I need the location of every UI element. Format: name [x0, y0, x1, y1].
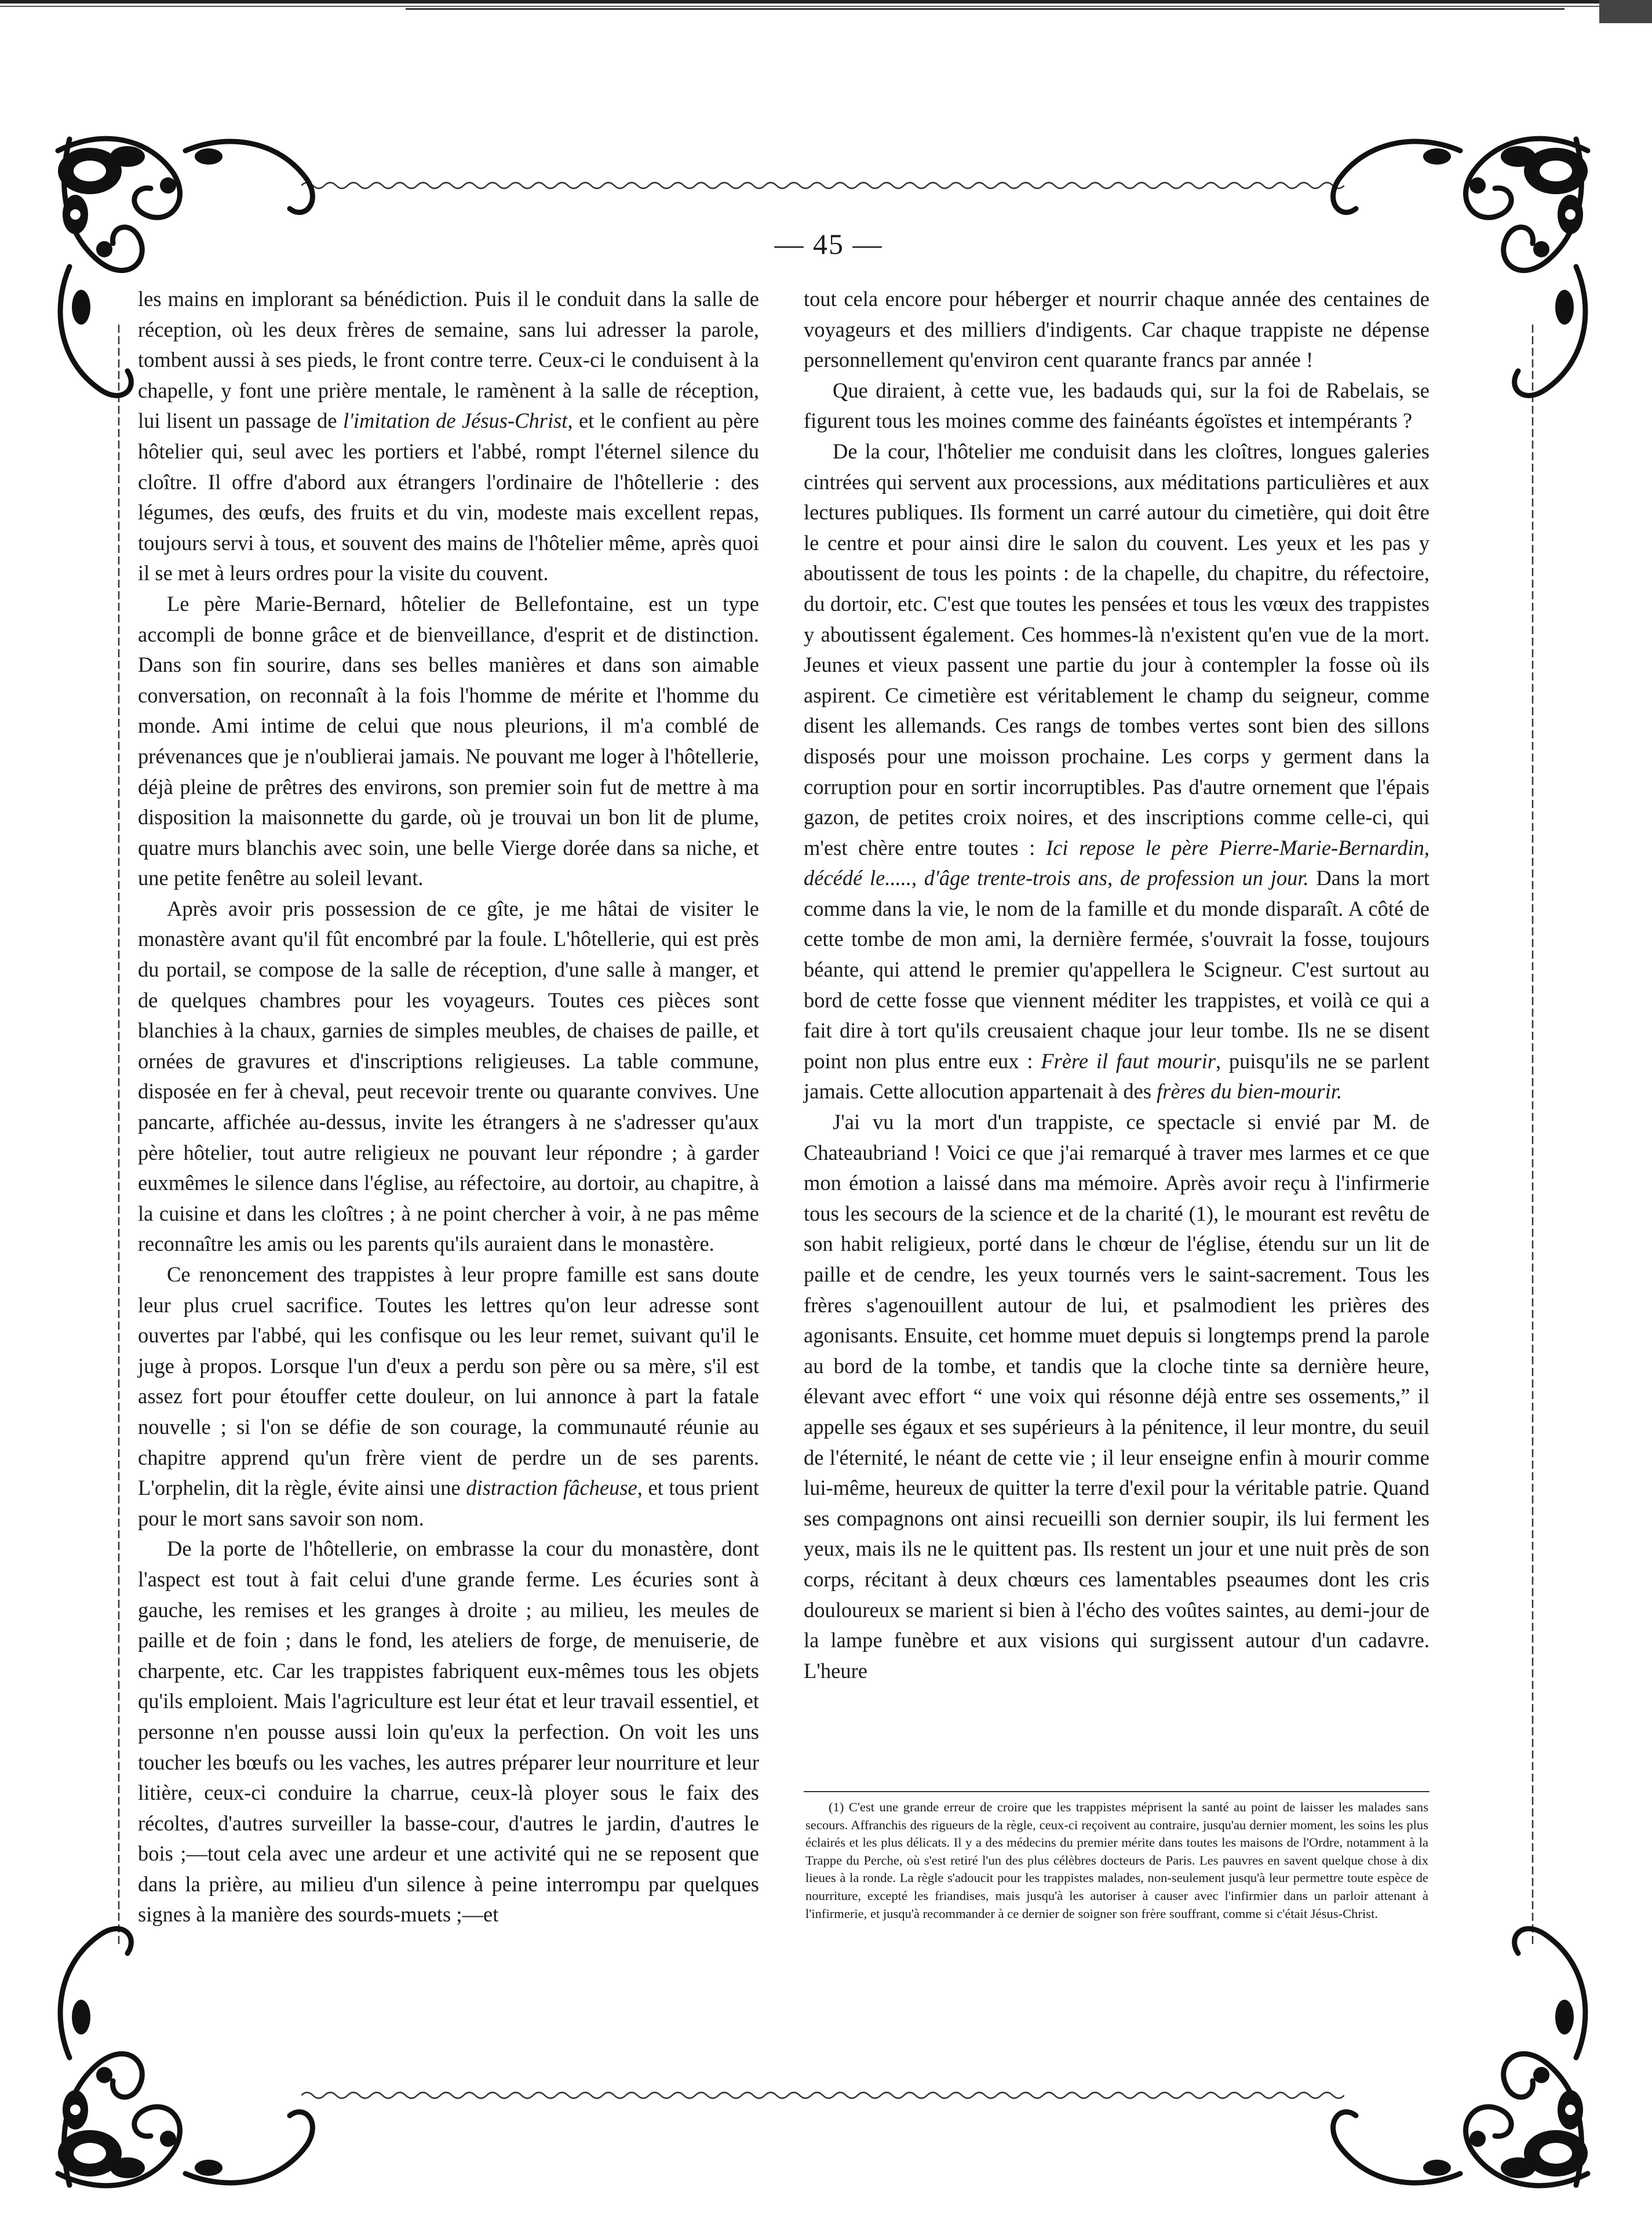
bottom-border-line: [301, 2087, 1344, 2104]
paragraph: Le père Marie-Bernard, hôtelier de Bellefontaine, est un type accompli de bonne grâce et de bienveillance, d'esprit et de distinction. Dans son fin sourire, dans ses belles manières et dans son aimable conversation, on reconnaît à la fois l'homme de mérite et l'homme du monde. Ami intime de celui que nous pleurions, il m'a comblé de prévenances que je n'oublierai jamais. Ne pouvant me loger à l'hôtellerie, déjà pleine de prêtres des environs, son premier soin fut de mettre à ma disposition la maisonnette du garde, où je trouvai un bon lit de plume, quatre murs blanchis avec soin, une belle Vierge dorée dans sa niche, et une petite fenêtre au soleil levant.: [138, 591, 759, 890]
right-text-column: [804, 284, 1429, 1686]
paragraph: Ce renoncement des trappistes à leur propre famille est sans doute leur plus cruel sacrifice. Toutes les lettres qu'on leur adresse sont ouvertes par l'abbé, qui les confisque ou les leur remet, suivant qu'il le juge à propos. Lorsque l'un d'eux a perdu son père ou sa mère, s'il est assez fort pour étouffer cette douleur, on lui annonce à part la fatale nouvelle ; si l'on se défie de son courage, la communauté réunie au chapitre apprend qu'un frère vient de perdre un de ses parents. L'orphelin, dit la règle, évite ainsi une distraction fâcheuse, et tous prient pour le mort sans savoir son nom.: [138, 1262, 759, 1530]
paragraph: Que diraient, à cette vue, les badauds qui, sur la foi de Rabelais, se figurent tous les moines comme des fainéants égoïstes et intempérants ?: [804, 378, 1429, 433]
left-border-line: [110, 325, 127, 1948]
paragraph: Après avoir pris possession de ce gîte, je me hâtai de visiter le monastère avant qu'il fût encombré par la foule. L'hôtellerie, qui est près du portail, se compose de la salle de réception, d'une salle à manger, et de quelques chambres pour les voyageurs. Toutes ces pièces sont blanchies à la chaux, garnies de simples meubles, de chaises de paille, et ornées de gravures et d'inscriptions religieuses. La table commune, disposée en fer à cheval, peut recevoir trente ou quarante convives. Une pancarte, affichée au-dessus, invite les étrangers à ne s'adresser qu'aux père hôtelier, tout autre religieux ne pouvant leur répondre ; à garder euxmêmes le silence dans l'église, au réfectoire, au dortoir, au chapitre, à la cuisine et dans les cloîtres ; à ne point chercher à voir, à ne pas même reconnaître les amis ou les parents qu'ils auraient dans le monastère.: [138, 896, 759, 1256]
footnote: [805, 1799, 1428, 1923]
paragraph: les mains en implorant sa bénédiction. Puis il le conduit dans la salle de réception, où les deux frères de semaine, sans lui adresser la parole, tombent aussi à ses pieds, le front contre terre. Ceux-ci le conduisent à la chapelle, y font une prière mentale, le ramènent à la salle de réception, lui lisent un passage de l'imitation de Jésus-Christ, et le confient au père hôtelier qui, seul avec les portiers et l'abbé, rompt l'éternel silence du cloître. Il offre d'abord aux étrangers l'ordinaire de l'hôtellerie : des légumes, des œufs, des fruits et du vin, modeste mais excellent repas, toujours servi à tous, et souvent des mains de l'hôtelier même, après quoi il se met à leurs ordres pour la visite du couvent.: [138, 287, 759, 585]
left-text-column: [138, 284, 759, 1930]
paragraph: J'ai vu la mort d'un trappiste, ce spectacle si envié par M. de Chateaubriand ! Voici ce que j'ai remarqué à traver mes larmes et ce que mon émotion a laissé dans ma mémoire. Après avoir reçu à l'infirmerie tous les secours de la science et de la charité (1), le mourant est revêtu de son habit religieux, porté dans le chœur de l'église, étendu sur un lit de paille et de cendre, les yeux tournés vers le saint-sacrement. Tous les frères s'agenouillent autour de lui, et psalmodient les prières des agonisants. Ensuite, cet homme muet depuis si longtemps prend la parole au bord de la tombe, et tandis que la cloche tinte sa dernière heure, élevant avec effort “ une voix qui résonne déjà entre ses ossements,” il appelle ses égaux et ses supérieurs à la pénitence, il leur montre, du seuil de l'éternité, le néant de cette vie ; il leur enseigne enfin à mourir comme lui-même, heureux de quitter la terre d'exil pour la véritable patrie. Quand ses compagnons ont ainsi recueilli son dernier soupir, ils lui ferment les yeux, mais ils ne le quittent pas. Ils restent un jour et une nuit près de son corps, récitant à deux chœurs ces lamentables pseaumes dont les cris douloureux se marient si bien à l'écho des voûtes saintes, au demi-jour de la lampe funèbre et aux visions qui surgissent autour d'un cadavre. L'heure: [804, 1110, 1429, 1683]
right-border-line: [1524, 325, 1541, 1948]
top-edge-rule: [0, 0, 1652, 23]
paragraph: tout cela encore pour héberger et nourrir chaque année des centaines de voyageurs et des milliers d'indigents. Car chaque trappiste ne dépense personnellement qu'environ cent quarante francs par année !: [804, 287, 1429, 372]
paragraph: De la cour, l'hôtelier me conduisit dans les cloîtres, longues galeries cintrées qui servent aux processions, aux méditations particulières et aux lectures publiques. Ils forment un carré autour du cimetière, qui doit être le centre et pour ainsi dire le salon du couvent. Les yeux et les pas y aboutissent de tous les points : de la chapelle, du chapitre, du réfectoire, du dortoir, etc. C'est que toutes les pensées et tous les vœux des trappistes y aboutissent également. Ces hommes-là n'existent qu'en vue de la mort. Jeunes et vieux passent une partie du jour à contempler la fosse où ils aspirent. Ce cimetière est véritablement le champ du seigneur, comme disent les allemands. Ces rangs de tombes vertes sont bien des sillons disposés pour une moisson prochaine. Les corps y germent dans la corruption pour en sortir incorruptibles. Pas d'autre ornement que l'épais gazon, de petites croix noires, et des inscriptions comme celle-ci, qui m'est chère entre toutes : Ici repose le père Pierre-Marie-Bernardin, décédé le....., d'âge trente-trois ans, de profession un jour. Dans la mort comme dans la vie, le nom de la famille et du monde disparaît. A côté de cette tombe de mon ami, la dernière fermée, s'ouvrait la fosse, toujours béante, qui attend le premier qu'appellera le Scigneur. C'est surtout au bord de cette fosse que viennent méditer les trappistes, et voilà ce qui a fait dire à tort qu'ils creusaient chaque jour leur tombe. Ils ne se disent point non plus entre eux : Frère il faut mourir, puisqu'ils ne se parlent jamais. Cette allocution appartenait à des frères du bien-mourir.: [804, 439, 1429, 1104]
footnote-text: (1) C'est une grande erreur de croire que les trappistes méprisent la santé au point de laisser les malades sans secours. Affranchis des rigueurs de la règle, ceux-ci reçoivent au contraire, jusqu'au dernier moment, les soins les plus éclairés et les plus délicats. Il y a des médecins du premier mérite dans toutes les maisons de l'Ordre, notamment à la Trappe du Perche, où s'est retiré l'un des plus célèbres docteurs de Paris. Les pauvres en savent quelque chose à dix lieues à la ronde. La règle s'adoucit pour les trappistes malades, non-seulement jusqu'à leur permettre toute espèce de nourriture, excepté les friandises, mais jusqu'à les autoriser à causer avec l'infirmier dans un parloir attenant à l'infirmerie, et jusqu'à recommander à ce dernier de soigner son frère souffrant, comme si c'était Jésus-Christ.: [805, 1800, 1428, 1921]
paragraph: De la porte de l'hôtellerie, on embrasse la cour du monastère, dont l'aspect est tout à fait celui d'une grande ferme. Les écuries sont à gauche, les remises et les granges à droite ; au milieu, les meules de paille et de foin ; dans le fond, les ateliers de forge, de menuiserie, de charpente, etc. Car les trappistes fabriquent eux-mêmes tous les objets qu'ils emploient. Mais l'agriculture est leur état et leur travail essentiel, et personne n'en pousse aussi loin qu'eux la perfection. On voit les uns toucher les bœufs ou les vaches, les autres préparer leur nourriture et leur litière, ceux-ci conduire la charrue, ceux-là ployer sous le faix des récoltes, d'autres surveiller la basse-cour, d'autres le jardin, d'autres le bois ;—tout cela avec une ardeur et une activité qui ne se reposent que dans la prière, au milieu d'un silence à peine interrompu par quelques signes à la manière des sourds-muets ;—et: [138, 1537, 759, 1927]
baroque-scroll-corner-icon: [1310, 1907, 1611, 2208]
top-border-line: [301, 177, 1344, 194]
footnote-rule: [804, 1791, 1429, 1792]
page-number: — 45 —: [774, 228, 883, 260]
baroque-scroll-corner-icon: [35, 1907, 336, 2208]
